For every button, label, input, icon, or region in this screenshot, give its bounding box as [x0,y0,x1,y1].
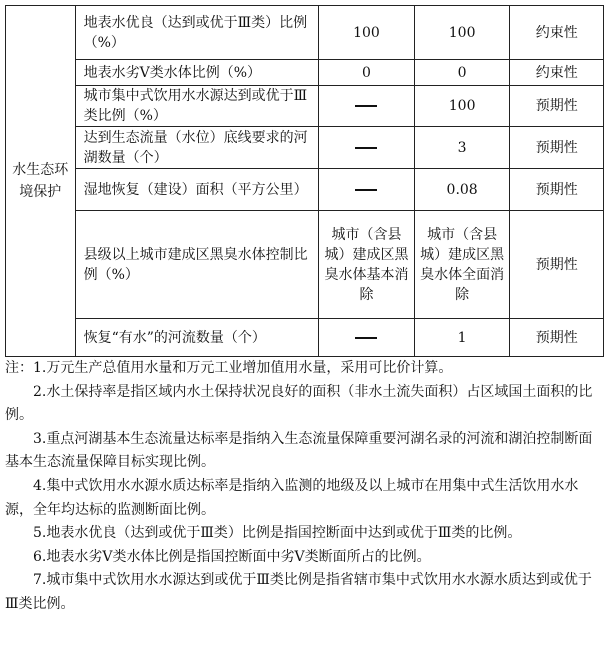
note-item: 7.城市集中式饮用水水源达到或优于Ⅲ类比例是指省辖市集中式饮用水水源水质达到或优于Ⅲ类比例。 [5,572,592,612]
notes-section [5,357,604,617]
indicator-name: 达到生态流量（水位）底线要求的河湖数量（个） [75,127,319,169]
value-cell: 0 [319,60,415,86]
property-cell: 预期性 [510,319,604,357]
value-cell [319,169,415,211]
note-item: 4.集中式饮用水水源水质达标率是指纳入监测的地级及以上城市在用集中式生活饮用水水源，全年均达标的监测断面比例。 [5,477,579,518]
note-item: 3.重点河湖基本生态流量达标率是指纳入生态流量保障重要河湖名录的河流和湖泊控制断面基本生态流量保障目标实现比例。 [5,430,593,471]
value-cell: 城市（含县城）建成区黑臭水体基本消除 [319,211,415,319]
dash-mark [355,147,377,149]
target-cell: 3 [414,127,510,169]
target-cell: 1 [414,319,510,357]
note-item: 注：1.万元生产总值用水量和万元工业增加值用水量，采用可比价计算。 [5,360,453,376]
target-cell: 100 [414,86,510,127]
dash-mark [355,189,377,191]
indicator-name: 城市集中式饮用水水源达到或优于Ⅲ类比例（%） [75,86,319,127]
target-cell: 城市（含县城）建成区黑臭水体全面消除 [414,211,510,319]
property-cell: 约束性 [510,60,604,86]
indicator-name: 湿地恢复（建设）面积（平方公里） [75,169,319,211]
indicator-name: 恢复“有水”的河流数量（个） [75,319,319,357]
value-cell [319,319,415,357]
property-cell: 约束性 [510,6,604,60]
indicator-table [5,5,604,357]
dash-mark [355,105,377,107]
indicator-name: 地表水优良（达到或优于Ⅲ类）比例（%） [75,6,319,60]
value-cell [319,86,415,127]
note-item: 6.地表水劣Ⅴ类水体比例是指国控断面中劣Ⅴ类断面所占的比例。 [33,548,431,565]
table-row [6,319,604,357]
target-cell: 0.08 [414,169,510,211]
value-cell [319,127,415,169]
table-row [6,211,604,319]
property-cell: 预期性 [510,86,604,127]
dash-mark [355,337,377,339]
note-item: 2.水土保持率是指区域内水土保持状况良好的面积（非水土流失面积）占区域国土面积的比例。 [5,383,593,424]
table-row [6,86,604,127]
table-row [6,169,604,211]
property-cell: 预期性 [510,169,604,211]
property-cell: 预期性 [510,211,604,319]
table-row [6,60,604,86]
indicator-name: 地表水劣Ⅴ类水体比例（%） [75,60,319,86]
table-row [6,6,604,60]
value-cell: 100 [319,6,415,60]
property-cell: 预期性 [510,127,604,169]
note-item: 5.地表水优良（达到或优于Ⅲ类）比例是指国控断面中达到或优于Ⅲ类的比例。 [33,525,522,542]
target-cell: 100 [414,6,510,60]
category-cell: 水生态环境保护 [6,6,76,357]
table-row [6,127,604,169]
target-cell: 0 [414,60,510,86]
indicator-name: 县级以上城市建成区黑臭水体控制比例（%） [75,211,319,319]
